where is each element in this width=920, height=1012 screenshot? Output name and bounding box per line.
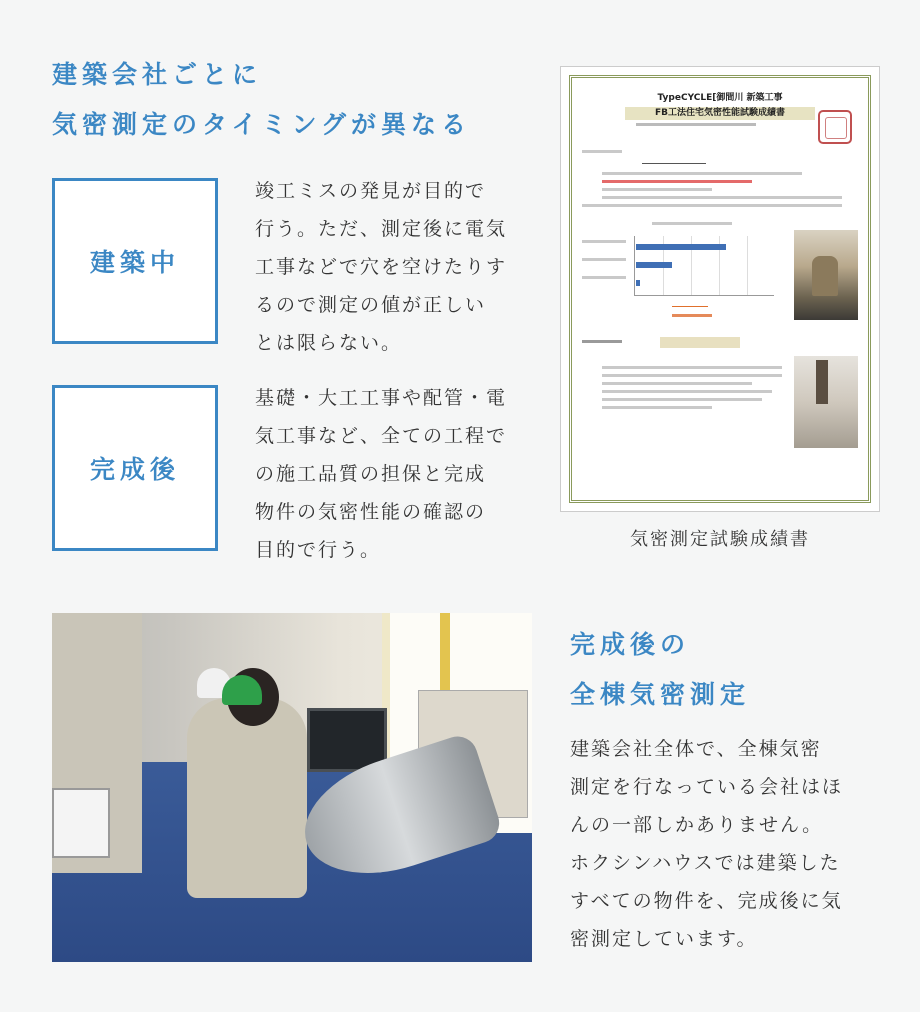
- certificate-chart: [634, 236, 774, 296]
- desc-line: んの一部しかありません。: [570, 814, 824, 836]
- text-line: [582, 276, 626, 279]
- text-line: [582, 204, 842, 207]
- text-line: [602, 382, 752, 385]
- heading-line-2: 全棟気密測定: [570, 680, 751, 709]
- certificate-formula: [642, 152, 706, 164]
- certificate-image: [560, 66, 880, 512]
- desc-line: 竣工ミスの発見が目的で: [255, 180, 487, 202]
- certificate-subline: [636, 123, 756, 126]
- heading-line-2: 気密測定のタイミングが異なる: [52, 110, 472, 139]
- phase-box-during-construction: [52, 178, 218, 344]
- text-line: [602, 406, 712, 409]
- text-line: [582, 240, 626, 243]
- section2-description: [570, 730, 890, 958]
- desc-line: の施工品質の担保と完成: [255, 463, 487, 485]
- heading-line-1: 建築会社ごとに: [52, 60, 263, 89]
- chart-arrow: [672, 306, 708, 307]
- airtightness-test-photo: [52, 613, 532, 962]
- text-line: [602, 188, 712, 191]
- text-line: [582, 340, 622, 343]
- desc-line: とは限らない。: [255, 332, 403, 354]
- certificate-border: [569, 75, 871, 503]
- certificate-badge: [660, 337, 740, 348]
- desc-line: るので測定の値が正しい: [255, 294, 487, 316]
- text-line: [652, 222, 732, 225]
- desc-line: 行う。ただ、測定後に電気: [255, 218, 508, 240]
- desc-line: 密測定しています。: [570, 928, 758, 950]
- desc-line: 建築会社全体で、全棟気密: [570, 738, 822, 760]
- desc-line: 目的で行う。: [255, 539, 382, 561]
- text-line: [582, 258, 626, 261]
- text-line: [602, 398, 762, 401]
- phase-description-during-construction: [255, 172, 540, 362]
- text-line: [602, 366, 782, 369]
- phase-description-after-completion: [255, 379, 540, 569]
- certificate-caption: 気密測定試験成績書: [630, 529, 810, 550]
- desc-line: 基礎・大工工事や配管・電: [255, 387, 508, 409]
- phase-box-after-completion: [52, 385, 218, 551]
- whiteboard: [52, 788, 110, 858]
- desc-line: 測定を行なっている会社はほ: [570, 776, 844, 798]
- text-line: [602, 390, 772, 393]
- section-heading: [52, 50, 471, 150]
- text-line: [602, 374, 782, 377]
- desc-line: 物件の気密性能の確認の: [255, 501, 487, 523]
- section2-heading: [570, 620, 750, 720]
- certificate-title-2: FB工法住宅気密性能試験成績書: [625, 107, 815, 120]
- seal-stamp-icon: [818, 110, 852, 144]
- chart-bar: [636, 280, 640, 286]
- certificate-photo-1: [794, 230, 858, 320]
- text-line: [602, 172, 802, 175]
- desc-line: 気工事など、全ての工程で: [255, 425, 508, 447]
- chart-bar: [636, 244, 726, 250]
- heading-line-1: 完成後の: [570, 630, 691, 659]
- desc-line: 工事などで穴を空けたりす: [255, 256, 508, 278]
- phase-label: 建築中: [89, 248, 180, 277]
- desc-line: すべての物件を、完成後に気: [570, 890, 843, 912]
- certificate-title-1: TypeCYCLE[御間川 新築工事: [657, 93, 783, 103]
- desc-line: ホクシンハウスでは建築した: [570, 852, 841, 874]
- text-line: [602, 180, 752, 183]
- text-line: [672, 314, 712, 317]
- certificate-photo-2: [794, 356, 858, 448]
- phase-label: 完成後: [89, 455, 180, 484]
- chart-bar: [636, 262, 672, 268]
- text-line: [602, 196, 842, 199]
- text-line: [582, 150, 622, 153]
